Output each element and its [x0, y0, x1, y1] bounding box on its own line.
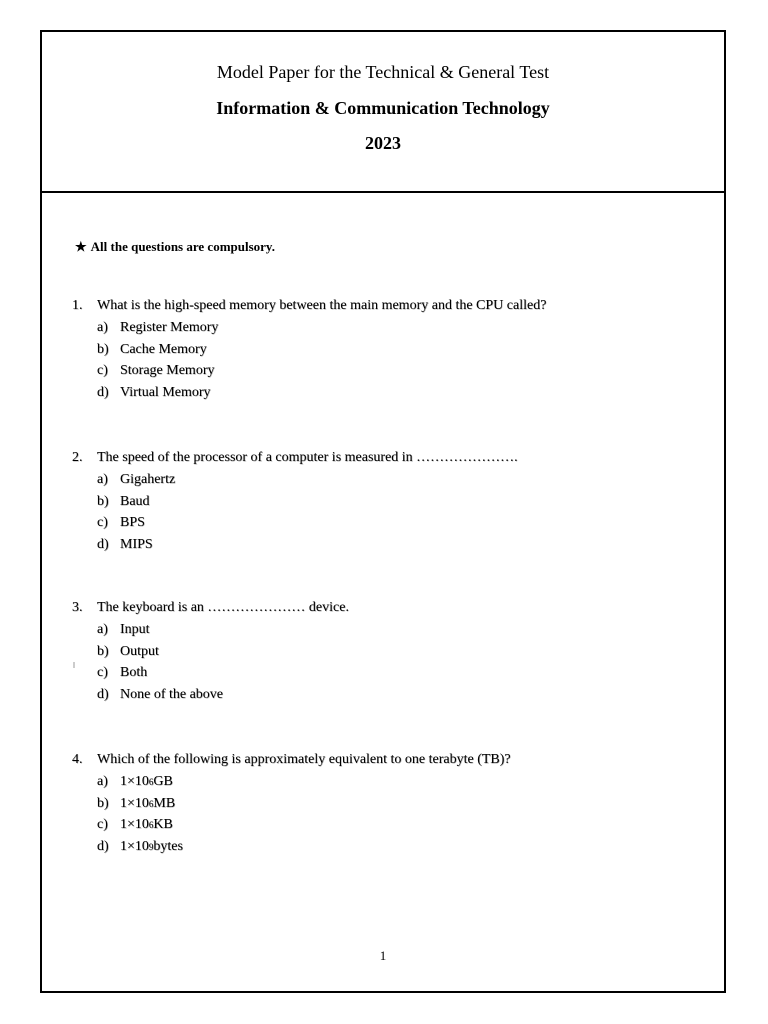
option-unit: MB	[153, 795, 176, 811]
option-letter: a)	[97, 773, 108, 789]
option-text: BPS	[120, 515, 145, 531]
paper-title: Model Paper for the Technical & General Test	[216, 62, 550, 82]
option-a	[72, 469, 692, 491]
option-letter: b)	[97, 341, 109, 357]
option-b	[72, 491, 692, 513]
scan-speck	[73, 662, 75, 668]
option-letter: b)	[97, 795, 109, 811]
instruction-text: All the questions are compulsory.	[90, 239, 275, 254]
option-text: Register Memory	[120, 319, 219, 335]
option-b: b) 1×10 6 MB	[97, 795, 176, 811]
question-text: The speed of the processor of a computer is measured in ………………….	[97, 450, 518, 465]
option-base: 1×10	[120, 817, 149, 833]
option-text: Baud	[120, 493, 150, 509]
option-letter: b)	[97, 643, 109, 659]
question-text: What is the high-speed memory between the main memory and the CPU called?	[97, 298, 547, 313]
option-text: Storage Memory	[120, 363, 215, 379]
option-d	[72, 534, 692, 556]
option-a	[72, 317, 692, 339]
header-box	[42, 32, 724, 193]
option-text: Gigahertz	[120, 471, 176, 487]
option-unit: bytes	[153, 838, 183, 854]
question-text: The keyboard is an ………………… device.	[97, 600, 349, 615]
option-c	[72, 512, 692, 534]
option-b	[72, 339, 692, 361]
option-letter: c)	[97, 665, 108, 681]
option-c	[72, 360, 692, 382]
question-3	[72, 597, 692, 706]
question-stem	[72, 295, 692, 317]
option-c	[72, 662, 692, 684]
question-stem	[72, 749, 692, 771]
option-letter: d)	[97, 838, 109, 854]
option-base: 1×10	[120, 795, 149, 811]
option-d: d) 1×10 9 bytes	[97, 838, 183, 854]
instruction	[75, 239, 275, 255]
question-number: 3.	[72, 600, 83, 615]
question-number: 4.	[72, 752, 83, 767]
option-text: Input	[120, 621, 150, 637]
option-text: Virtual Memory	[120, 384, 211, 400]
option-unit: KB	[153, 817, 173, 833]
option-base: 1×10	[120, 773, 149, 789]
option-unit: GB	[153, 773, 173, 789]
option-letter: a)	[97, 621, 108, 637]
option-letter: d)	[97, 384, 109, 400]
option-text: Both	[120, 665, 148, 681]
option-a	[72, 619, 692, 641]
year-title: 2023	[365, 133, 401, 153]
star-icon: ★	[75, 239, 87, 254]
option-letter: a)	[97, 471, 108, 487]
option-c: c) 1×10 6 KB	[97, 817, 173, 833]
option-b	[72, 641, 692, 663]
option-letter: c)	[97, 363, 108, 379]
option-list	[72, 771, 692, 858]
option-d	[72, 382, 692, 404]
question-number: 1.	[72, 298, 83, 313]
option-list	[72, 469, 692, 556]
page-frame	[40, 30, 726, 993]
option-text: Output	[120, 643, 159, 659]
option-letter: c)	[97, 817, 108, 833]
question-text: Which of the following is approximately equivalent to one terabyte (TB)?	[97, 752, 511, 767]
option-letter: a)	[97, 319, 108, 335]
option-letter: d)	[97, 536, 109, 552]
option-text: None of the above	[120, 686, 224, 702]
question-stem	[72, 597, 692, 619]
option-base: 1×10	[120, 838, 149, 854]
option-list	[72, 317, 692, 404]
subject-title: Information & Communication Technology	[216, 98, 550, 118]
option-text: MIPS	[120, 536, 153, 552]
question-number: 2.	[72, 450, 83, 465]
option-a: a) 1×10 6 GB	[97, 773, 173, 789]
option-text: Cache Memory	[120, 341, 207, 357]
option-letter: d)	[97, 686, 109, 702]
question-2	[72, 447, 692, 556]
option-list	[72, 619, 692, 706]
option-d	[72, 684, 692, 706]
page-number: 1	[379, 948, 387, 963]
question-1	[72, 295, 692, 404]
option-letter: c)	[97, 515, 108, 531]
question-4	[72, 749, 692, 858]
question-stem	[72, 447, 692, 469]
option-letter: b)	[97, 493, 109, 509]
